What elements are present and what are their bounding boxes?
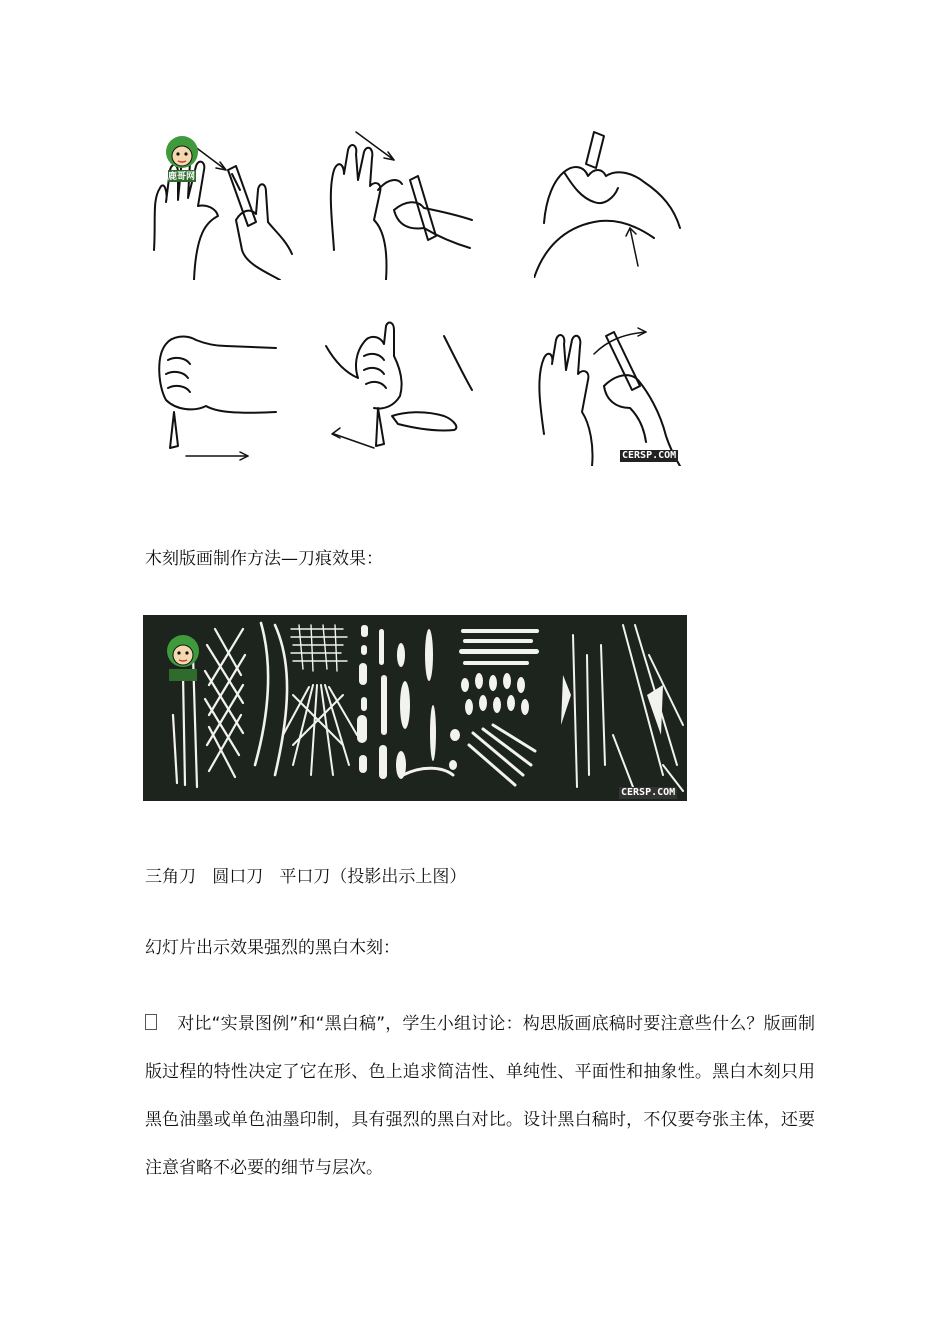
knife-mark-strip bbox=[143, 615, 687, 801]
hand-illustration-4 bbox=[146, 316, 296, 466]
caption-knife-effect: 木刻版画制作方法—刀痕效果： bbox=[145, 549, 383, 569]
caption-slides: 幻灯片出示效果强烈的黑白木刻： bbox=[145, 938, 400, 958]
checkbox-bullet-icon bbox=[145, 1014, 157, 1030]
hand-technique-illustrations bbox=[144, 128, 689, 466]
hand-illustration-5 bbox=[324, 316, 474, 466]
hands-watermark: CERSP.COM bbox=[622, 450, 677, 461]
discussion-paragraph bbox=[145, 1000, 815, 1192]
hand-illustration-6 bbox=[534, 316, 684, 466]
mascot-logo bbox=[163, 631, 203, 683]
strip-watermark: CERSP.COM bbox=[621, 787, 676, 798]
hand-illustration-3 bbox=[534, 128, 684, 278]
mascot-label: 鹿哥网 bbox=[168, 172, 196, 182]
mascot-logo bbox=[162, 132, 202, 184]
caption-tools: 三角刀 圆口刀 平口刀（投影出示上图） bbox=[145, 867, 467, 887]
paragraph-text: 对比“实景图例”和“黑白稿”，学生小组讨论：构思版画底稿时要注意些什么？版画制版过程的特性决定了它在形、色上追求简洁性、单纯性、平面性和抽象性。黑白木刻只用黑色油墨或单色油墨印制，具有强烈的黑白对比。设计黑白稿时，不仅要夸张主体，还要注意省略不必要的细节与层次。 bbox=[145, 1014, 815, 1178]
knife-mark-art bbox=[143, 615, 687, 801]
hand-illustration-2 bbox=[324, 130, 474, 280]
